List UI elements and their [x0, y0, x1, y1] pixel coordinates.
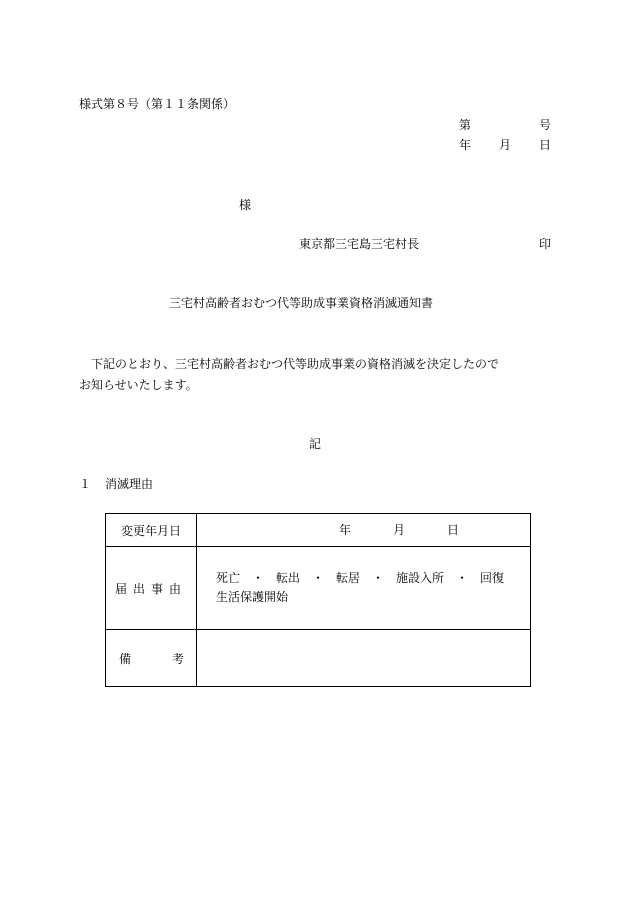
doc-date-day: 日	[539, 138, 552, 152]
remarks-value	[197, 630, 531, 687]
ki-heading: 記	[309, 437, 322, 451]
row-notice	[106, 547, 531, 630]
form-number: 様式第８号（第１１条関係）	[79, 97, 236, 111]
doc-date-year: 年	[459, 138, 472, 152]
doc-date-month: 月	[499, 138, 512, 152]
body-line-2: お知らせいたします。	[79, 378, 198, 392]
doc-number-suffix: 号	[539, 118, 552, 132]
addressee-suffix: 様	[239, 198, 252, 212]
change-date-month: 月	[393, 523, 406, 537]
remarks-label: 備 考	[106, 630, 197, 687]
section-label: 消滅理由	[105, 477, 154, 491]
section-number: １	[79, 477, 92, 491]
change-date-value	[197, 514, 531, 547]
notice-table	[105, 513, 531, 687]
notice-label: 届出事由	[106, 547, 197, 630]
reasons-line-1: 死亡 ・ 転出 ・ 転居 ・ 施設入所 ・ 回復	[216, 571, 505, 585]
body-line-1: 下記のとおり、三宅村高齢者おむつ代等助成事業の資格消滅を決定したので	[79, 357, 500, 371]
sender-seal: 印	[539, 237, 552, 251]
document-title: 三宅村高齢者おむつ代等助成事業資格消滅通知書	[169, 296, 434, 310]
change-date-day: 日	[447, 523, 460, 537]
row-change-date	[106, 514, 531, 547]
row-remarks	[106, 630, 531, 687]
notice-reasons	[197, 547, 531, 630]
reasons-line-2: 生活保護開始	[216, 590, 289, 604]
change-date-label: 変更年月日	[106, 514, 197, 547]
change-date-year: 年	[339, 523, 352, 537]
sender-name: 東京都三宅島三宅村長	[299, 237, 420, 251]
doc-number-prefix: 第	[459, 118, 472, 132]
